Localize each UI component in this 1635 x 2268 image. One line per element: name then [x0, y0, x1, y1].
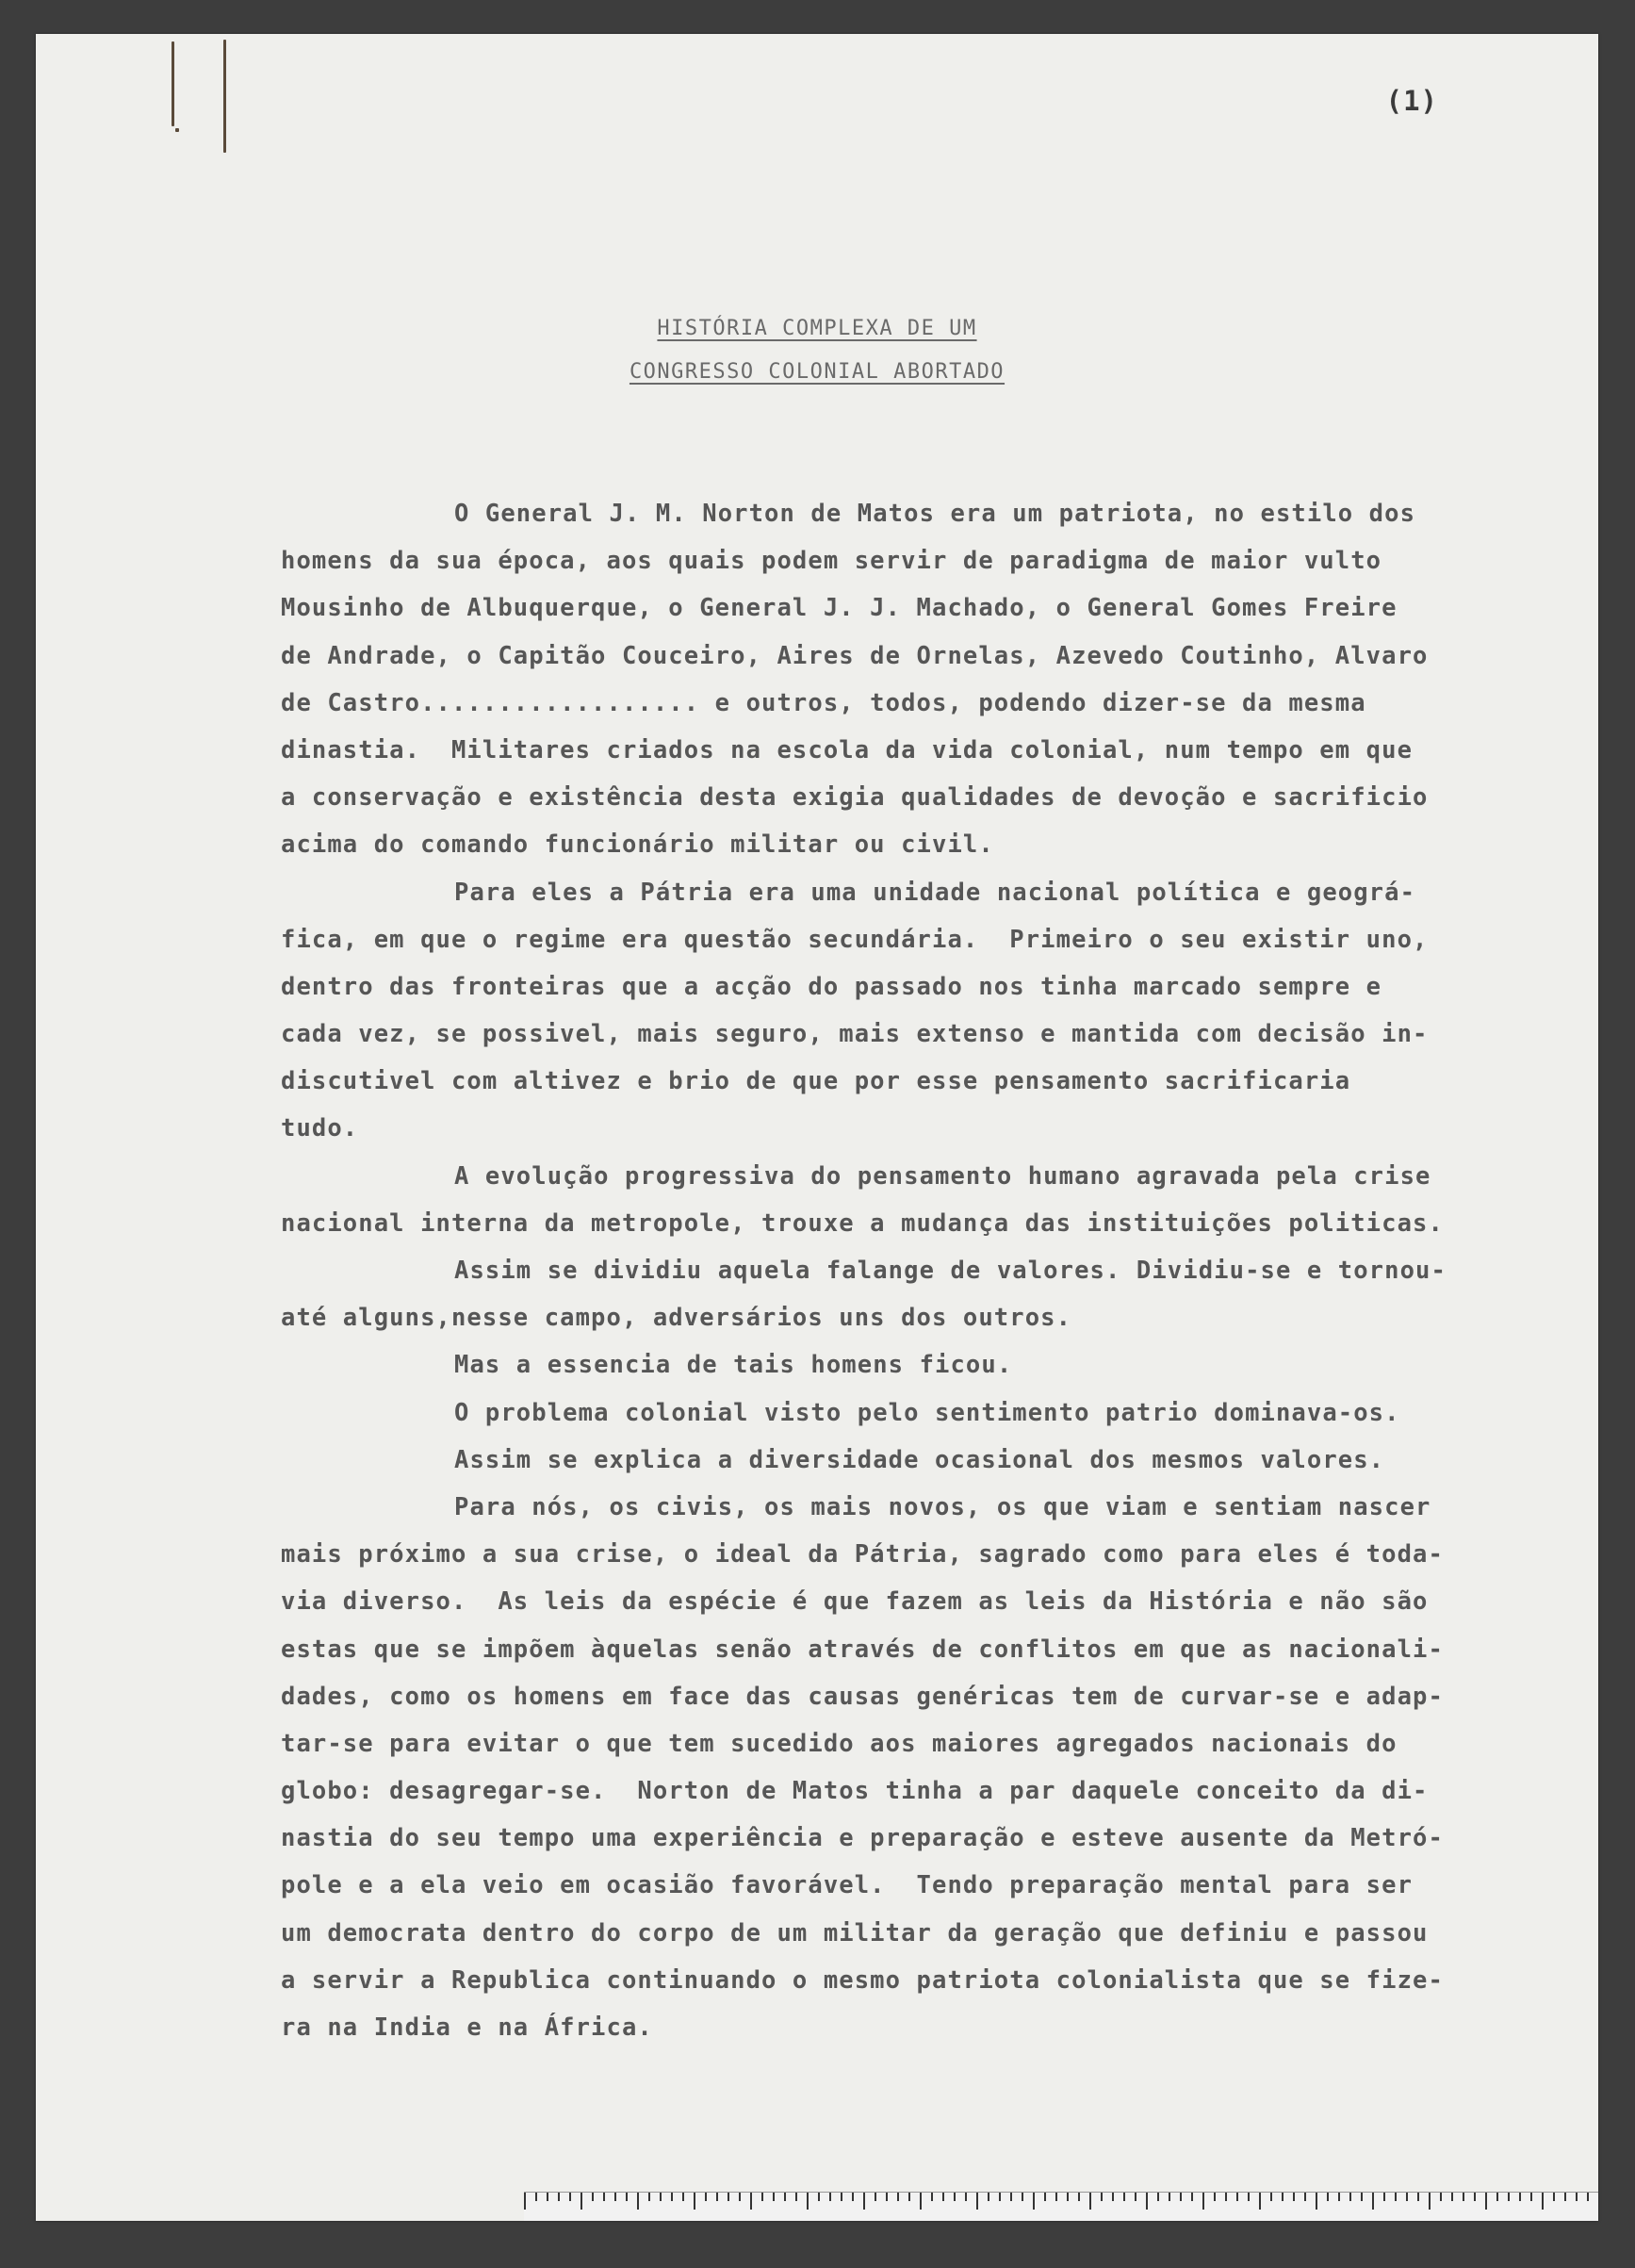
text-line: O problema colonial visto pelo sentimento patrio dominava-os. [454, 1398, 1400, 1427]
text-line: O General J. M. Norton de Matos era um patriota, no estilo dos [454, 500, 1416, 528]
text-line: a servir a Republica continuando o mesmo patriota colonialista que se fize- [281, 1965, 1444, 1995]
margin-mark [223, 40, 226, 153]
text-line: cada vez, se possivel, mais seguro, mais extenso e mantida com decisão in- [281, 1020, 1429, 1049]
text-line: Para nós, os civis, os mais novos, os que viam e sentiam nascer [454, 1492, 1431, 1521]
margin-mark [175, 128, 179, 132]
text-line: a conservação e existência desta exigia qualidades de devoção e sacrificio [281, 783, 1429, 813]
text-line: globo: desagregar-se. Norton de Matos tinha a par daquele conceito da di- [281, 1777, 1429, 1806]
text-line: homens da sua época, aos quais podem servir de paradigma de maior vulto [281, 547, 1382, 576]
text-line: de Andrade, o Capitão Couceiro, Aires de Ornelas, Azevedo Coutinho, Alvaro [281, 641, 1429, 670]
margin-mark [172, 41, 174, 126]
text-line: nacional interna da metropole, trouxe a mudança das instituições politicas. [281, 1208, 1444, 1238]
text-line: de Castro.................. e outros, todos, podendo dizer-se da mesma [281, 688, 1366, 717]
text-line: Mas a essencia de tais homens ficou. [454, 1351, 1013, 1380]
text-line: ra na India e na África. [281, 2013, 653, 2042]
text-line: Para eles a Pátria era uma unidade nacional política e geográ- [454, 878, 1416, 907]
text-line: discutivel com altivez e brio de que por esse pensamento sacrificaria [281, 1067, 1351, 1096]
text-line: mais próximo a sua crise, o ideal da Pátria, sagrado como para eles é toda- [281, 1540, 1444, 1570]
text-line: Assim se explica a diversidade ocasional dos mesmos valores. [454, 1445, 1385, 1474]
text-line: Assim se dividiu aquela falange de valores. Dividiu-se e tornou- [454, 1257, 1447, 1285]
text-line: um democrata dentro do corpo de um militar da geração que definiu e passou [281, 1918, 1429, 1948]
ruler-ticks [524, 2193, 1598, 2221]
text-line: Mousinho de Albuquerque, o General J. J. Machado, o General Gomes Freire [281, 594, 1398, 623]
document-title [36, 307, 1598, 394]
text-line: nastia do seu tempo uma experiência e preparação e esteve ausente da Metró- [281, 1824, 1444, 1853]
title-line-2: CONGRESSO COLONIAL ABORTADO [629, 360, 1006, 384]
scan-scale-ruler [524, 2192, 1598, 2221]
text-line: acima do comando funcionário militar ou civil. [281, 830, 994, 860]
text-line: via diverso. As leis da espécie é que fazem as leis da História e não são [281, 1587, 1429, 1617]
document-page [36, 34, 1598, 2221]
text-line: pole e a ela veio em ocasião favorável. Tendo preparação mental para ser [281, 1871, 1414, 1900]
text-line: estas que se impõem àquelas senão através de conflitos em que as nacionali- [281, 1635, 1444, 1664]
text-line: dinastia. Militares criados na escola da vida colonial, num tempo em que [281, 735, 1414, 764]
page-number: (1) [1385, 85, 1438, 117]
text-line: dentro das fronteiras que a acção do passado nos tinha marcado sempre e [281, 972, 1382, 1001]
text-line: dades, como os homens em face das causas genéricas tem de curvar-se e adap- [281, 1682, 1444, 1711]
document-body [281, 490, 1567, 2051]
text-line: até alguns,nesse campo, adversários uns dos outros. [281, 1304, 1072, 1333]
text-line: tudo. [281, 1114, 359, 1143]
text-line: fica, em que o regime era questão secundária. Primeiro o seu existir uno, [281, 925, 1429, 954]
title-line-1: HISTÓRIA COMPLEXA DE UM [657, 317, 977, 340]
text-line: A evolução progressiva do pensamento humano agravada pela crise [454, 1161, 1431, 1191]
text-line: tar-se para evitar o que tem sucedido aos maiores agregados nacionais do [281, 1729, 1398, 1758]
